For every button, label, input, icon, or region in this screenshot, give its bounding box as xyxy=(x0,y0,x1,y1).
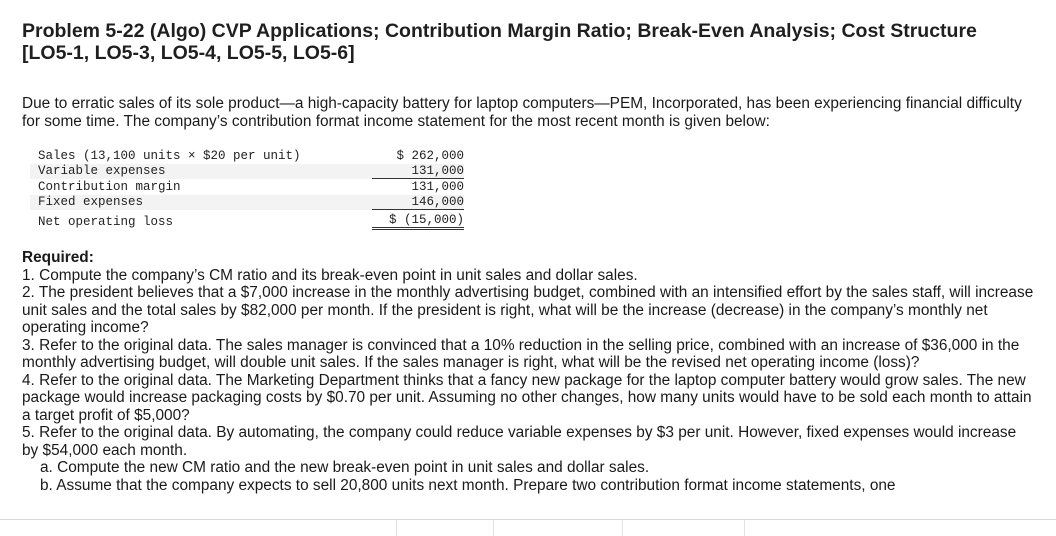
requirement-subitem: a. Compute the new CM ratio and the new break-even point in unit sales and dollar sales. xyxy=(40,459,650,476)
statement-label: Variable expenses xyxy=(38,164,166,179)
divider-tick xyxy=(396,520,397,536)
statement-label: Net operating loss xyxy=(38,214,174,229)
requirement-item: 4. Refer to the original data. The Marketing Department thinks that a fancy new package for the laptop computer battery would grow sales. The new package would increase packaging costs by $0.70 per unit. Assuming no other changes, how many units would have to be sold each month to attain a target profit of $5,000? xyxy=(22,371,1032,424)
statement-amount: 131,000 xyxy=(411,179,464,194)
statement-row-net-operating-loss xyxy=(30,214,464,230)
statement-amount: 131,000 xyxy=(372,164,464,179)
requirement-item: 3. Refer to the original data. The sales manager is convinced that a 10% reduction in the selling price, combined with an increase of $36,000 in the monthly advertising budget, will double unit sales. If the sales manager is right, what will be the revised net operating income (loss)? xyxy=(22,336,1020,371)
income-statement xyxy=(30,148,464,230)
problem-title: Problem 5-22 (Algo) CVP Applications; Contribution Margin Ratio; Break-Even Analysis; Cost Structure [LO5-1, LO5-3, LO5-4, LO5-5, LO5-6] xyxy=(22,20,977,64)
statement-row-fixed-expenses xyxy=(30,195,464,211)
problem-intro: Due to erratic sales of its sole product—a high-capacity battery for laptop computers—PEM, Incorporated, has been experiencing financial difficulty for some time. The company’s contribution format income statement for the most recent month is given below: xyxy=(22,95,1022,130)
statement-amount: 146,000 xyxy=(372,195,464,210)
statement-row-contribution-margin xyxy=(30,179,464,195)
divider-tick xyxy=(622,520,623,536)
statement-label: Contribution margin xyxy=(38,179,181,194)
statement-label: Fixed expenses xyxy=(38,195,144,210)
requirement-item: 2. The president believes that a $7,000 increase in the monthly advertising budget, combined with an intensified effort by the sales staff, will increase unit sales and the total sales by $82,000 per month. If the president is right, what will be the increase (decrease) in the company’s monthly net operating income? xyxy=(22,284,1034,336)
required-heading: Required: xyxy=(22,249,94,266)
statement-row-sales xyxy=(30,148,464,164)
divider-tick xyxy=(744,520,745,536)
requirement-item: 1. Compute the company’s CM ratio and its break-even point in unit sales and dollar sales. xyxy=(22,266,638,284)
statement-amount: $ (15,000) xyxy=(372,213,464,230)
statement-amount: $ 262,000 xyxy=(396,148,464,163)
statement-row-variable-expenses xyxy=(30,164,464,180)
requirement-subitem: b. Assume that the company expects to sell 20,800 units next month. Prepare two contribution format income statements, one xyxy=(40,476,896,494)
statement-label: Sales (13,100 units × $20 per unit) xyxy=(38,148,301,163)
required-section xyxy=(22,249,1034,494)
requirement-item: 5. Refer to the original data. By automating, the company could reduce variable expenses by $3 per unit. However, fixed expenses would increase by $54,000 each month. xyxy=(22,424,1017,459)
divider-tick xyxy=(493,520,494,536)
section-divider xyxy=(0,519,1056,520)
